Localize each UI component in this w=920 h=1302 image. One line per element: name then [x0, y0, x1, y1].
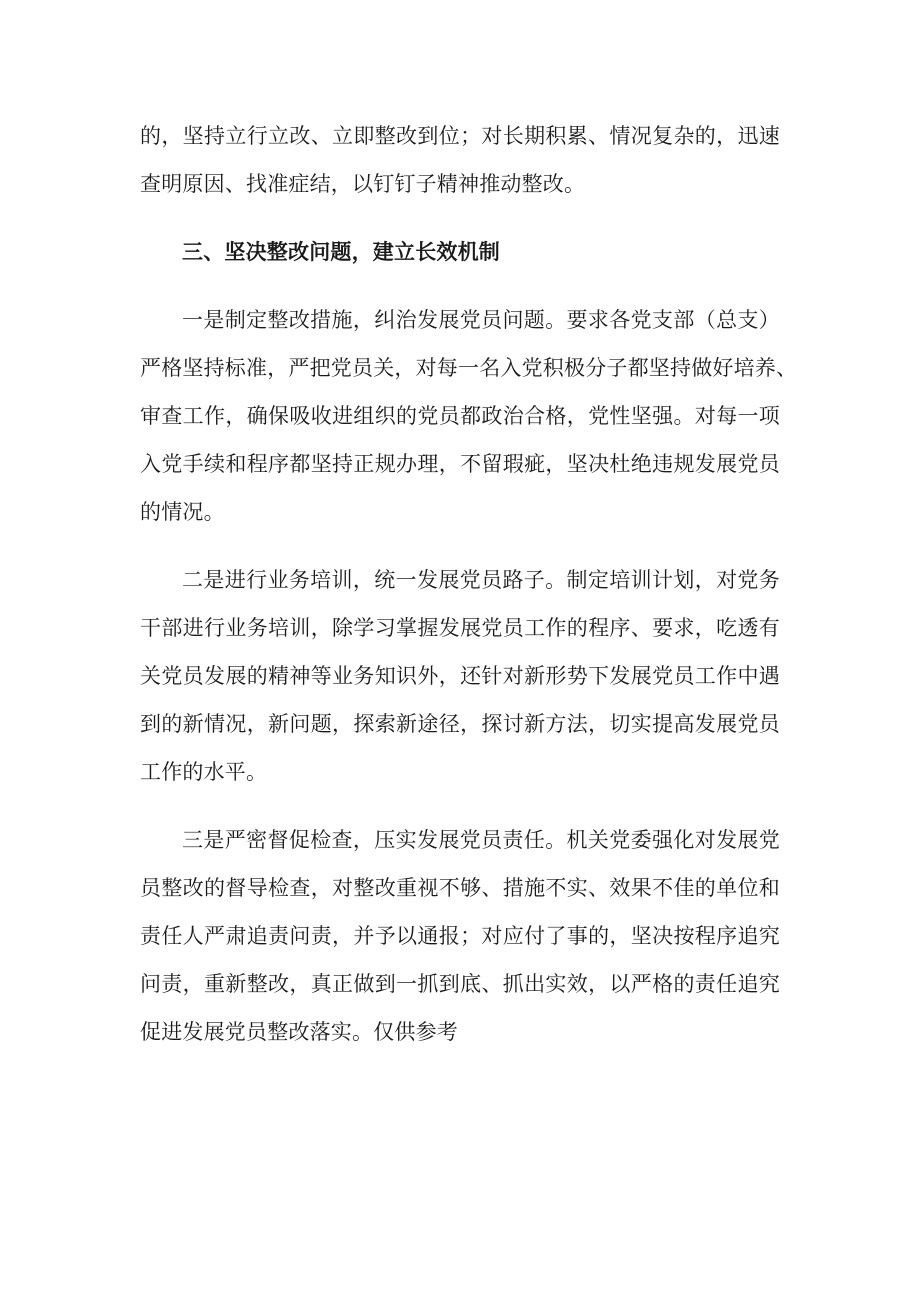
text-line: 入党手续和程序都坚持正规办理，不留瑕疵，坚决杜绝违规发展党员	[140, 452, 780, 476]
text-line: 促进发展党员整改落实。仅供参考	[140, 1020, 458, 1044]
text-line: 的，坚持立行立改、立即整改到位；对长期积累、情况复杂的，迅速	[140, 124, 780, 148]
text-line: 三是严密督促检查，压实发展党员责任。机关党委强化对发展党	[182, 828, 780, 852]
paragraph-continuation	[140, 112, 780, 208]
paragraph-measures	[140, 296, 798, 536]
text-line: 关党员发展的精神等业务知识外，还针对新形势下发展党员工作中遇	[140, 664, 780, 688]
text-line: 严格坚持标准，严把党员关，对每一名入党积极分子都坚持做好培养、	[140, 356, 798, 380]
paragraph-training	[140, 556, 780, 796]
text-line: 的情况。	[140, 500, 225, 524]
heading-text: 三、坚决整改问题，建立长效机制	[182, 239, 500, 264]
paragraph-supervision	[140, 816, 780, 1056]
text-line: 一是制定整改措施，纠治发展党员问题。要求各党支部（总支）	[182, 308, 780, 332]
text-line: 问责，重新整改，真正做到一抓到底、抓出实效，以严格的责任追究	[140, 972, 780, 996]
section-heading	[140, 228, 780, 276]
text-line: 到的新情况，新问题，探索新途径，探讨新方法，切实提高发展党员	[140, 712, 780, 736]
text-line: 二是进行业务培训，统一发展党员路子。制定培训计划，对党务	[182, 568, 780, 592]
text-line: 责任人严肃追责问责，并予以通报；对应付了事的，坚决按程序追究	[140, 924, 780, 948]
text-line: 员整改的督导检查，对整改重视不够、措施不实、效果不佳的单位和	[140, 876, 780, 900]
document-body	[140, 112, 798, 1076]
text-line: 工作的水平。	[140, 760, 268, 784]
text-line: 审查工作，确保吸收进组织的党员都政治合格，党性坚强。对每一项	[140, 404, 780, 428]
text-line: 查明原因、找准症结，以钉钉子精神推动整改。	[140, 172, 586, 196]
text-line: 干部进行业务培训，除学习掌握发展党员工作的程序、要求，吃透有	[140, 616, 780, 640]
